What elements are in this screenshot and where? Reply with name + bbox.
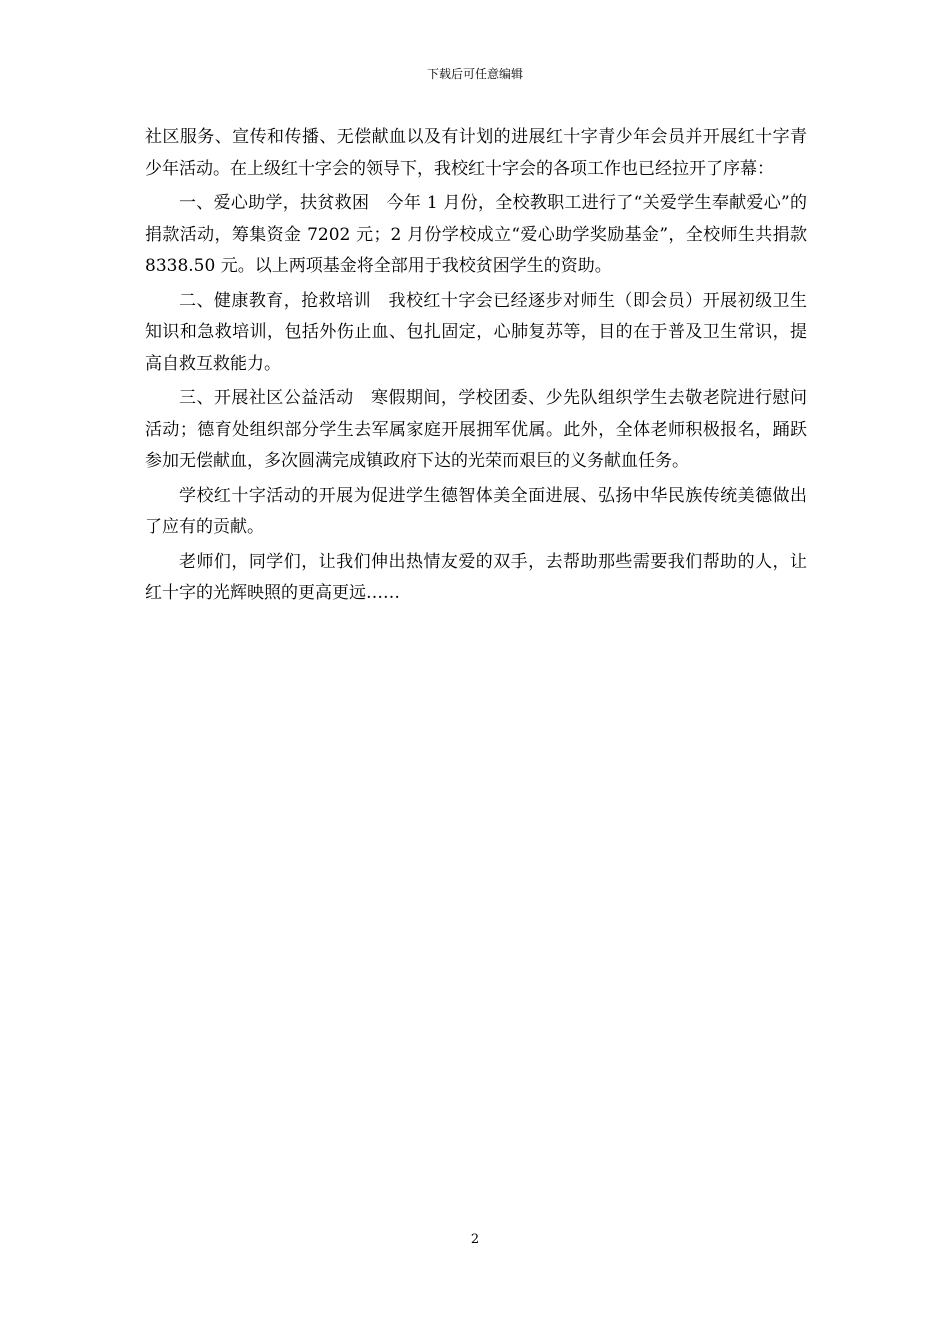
paragraph-intro-continued: 社区服务、宣传和传播、无偿献血以及有计划的进展红十字青少年会员并开展红十字青少年活动。在上级红十字会的领导下，我校红十字会的各项工作也已经拉开了序幕： bbox=[145, 127, 807, 179]
document-body bbox=[145, 122, 807, 613]
paragraph-charity-aid: 一、爱心助学，扶贫救困 今年 1 月份，全校教职工进行了“关爱学生奉献爱心”的捐款活动，筹集资金 7202 元；2 月份学校成立“爱心助学奖励基金”，全校师生共捐款 8338.50 元。以上两项基金将全部用于我校贫困学生的资助。 bbox=[145, 193, 807, 276]
page-number: 2 bbox=[470, 1232, 480, 1247]
paragraph-closing: 老师们，同学们，让我们伸出热情友爱的双手，去帮助那些需要我们帮助的人，让红十字的光辉映照的更高更远…… bbox=[145, 551, 807, 603]
page-header: 下载后可任意编辑 bbox=[426, 67, 523, 81]
paragraph-community-service: 三、开展社区公益活动 寒假期间，学校团委、少先队组织学生去敬老院进行慰问活动；德育处组织部分学生去军属家庭开展拥军优属。此外，全体老师积极报名，踊跃参加无偿献血，多次圆满完成镇政府下达的光荣而艰巨的义务献血任务。 bbox=[145, 388, 807, 471]
paragraph-contribution: 学校红十字活动的开展为促进学生德智体美全面进展、弘扬中华民族传统美德做出了应有的贡献。 bbox=[145, 485, 807, 537]
paragraph-health-education: 二、健康教育，抢救培训 我校红十字会已经逐步对师生（即会员）开展初级卫生知识和急救培训，包括外伤止血、包扎固定，心肺复苏等，目的在于普及卫生常识，提高自救互救能力。 bbox=[145, 290, 807, 374]
